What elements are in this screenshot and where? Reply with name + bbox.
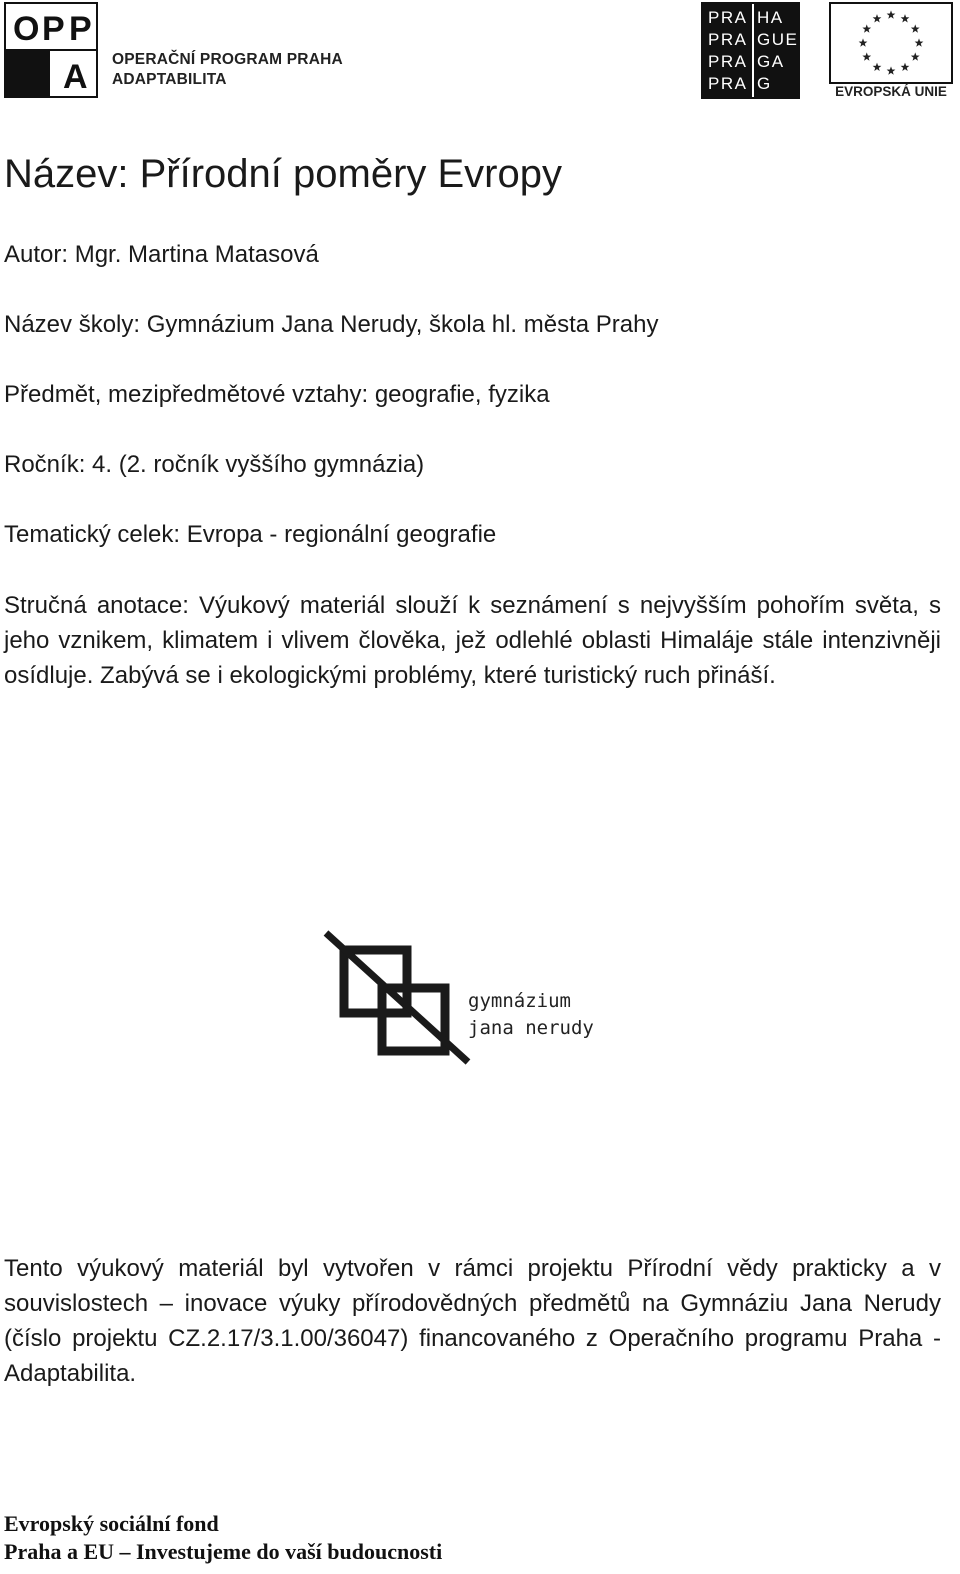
oppa-line1: OPERAČNÍ PROGRAM PRAHA	[112, 51, 343, 68]
document-title: Název: Přírodní poměry Evropy	[4, 152, 562, 196]
eu-star-icon	[887, 66, 896, 74]
eu-star-icon	[873, 14, 882, 22]
eu-star-icon	[873, 63, 882, 71]
oppa-letter-p1: P	[42, 10, 65, 48]
eu-star-icon	[911, 52, 920, 60]
grade-line: Ročník: 4. (2. ročník vyššího gymnázia)	[4, 451, 425, 478]
eu-star-icon	[862, 52, 871, 60]
oppa-letter-o: O	[13, 10, 40, 48]
eu-star-icon	[901, 14, 910, 22]
praha-logo	[701, 2, 800, 99]
praha-row3-left: PRA	[708, 52, 748, 71]
oppa-letter-p2: P	[69, 10, 92, 48]
school-logo-text	[468, 988, 594, 1042]
praha-row1-left: PRA	[708, 8, 748, 27]
eu-star-icon	[859, 38, 868, 46]
praha-row2-right: GUE	[757, 30, 799, 49]
subject-line: Předmět, mezipředmětové vztahy: geografie, fyzika	[4, 381, 550, 408]
eu-label: EVROPSKÁ UNIE	[835, 84, 947, 99]
school-logo-line2: jana nerudy	[468, 1017, 594, 1039]
gymnazium-jana-nerudy-logo	[322, 928, 472, 1068]
praha-row4-right: G	[757, 74, 772, 93]
eu-star-icon	[911, 24, 920, 32]
eu-star-icon	[915, 38, 924, 46]
school-line: Název školy: Gymnázium Jana Nerudy, škola hl. města Prahy	[4, 311, 659, 338]
eu-star-icon	[862, 24, 871, 32]
praha-row2-left: PRA	[708, 30, 748, 49]
oppa-line2: ADAPTABILITA	[112, 71, 227, 88]
school-logo-line1: gymnázium	[468, 990, 571, 1012]
footer-line2: Praha a EU – Investujeme do vaší budoucnosti	[4, 1539, 443, 1564]
praha-row1-right: HA	[757, 8, 784, 27]
praha-row3-right: GA	[757, 52, 785, 71]
eu-star-icon	[901, 63, 910, 71]
oppa-program-name	[112, 50, 343, 90]
annotation-paragraph: Stručná anotace: Výukový materiál slouží k seznámení s nejvyšším pohořím světa, s jeho vznikem, klimatem i vlivem člověka, jež odlehlé oblasti Himaláje stále intenzivněji osídluje. Zabývá se i ekologickými problémy, které turistický ruch přináší.	[4, 592, 941, 689]
theme-line: Tematický celek: Evropa - regionální geografie	[4, 521, 497, 548]
page-header	[0, 0, 960, 110]
eu-star-icon	[887, 10, 896, 18]
oppa-logo	[4, 2, 98, 98]
praha-row4-left: PRA	[708, 74, 748, 93]
page-footer	[4, 1510, 442, 1566]
footer-line1: Evropský sociální fond	[4, 1511, 219, 1536]
author-line: Autor: Mgr. Martina Matasová	[4, 241, 319, 268]
oppa-letter-a: A	[63, 58, 88, 96]
project-note-paragraph: Tento výukový materiál byl vytvořen v rámci projektu Přírodní vědy prakticky a v souvislostech – inovace výuky přírodovědných předmětů na Gymnáziu Jana Nerudy (číslo projektu CZ.2.17/3.1.00/36047) financovaného z Operačního programu Praha - Adaptabilita.	[4, 1255, 941, 1387]
